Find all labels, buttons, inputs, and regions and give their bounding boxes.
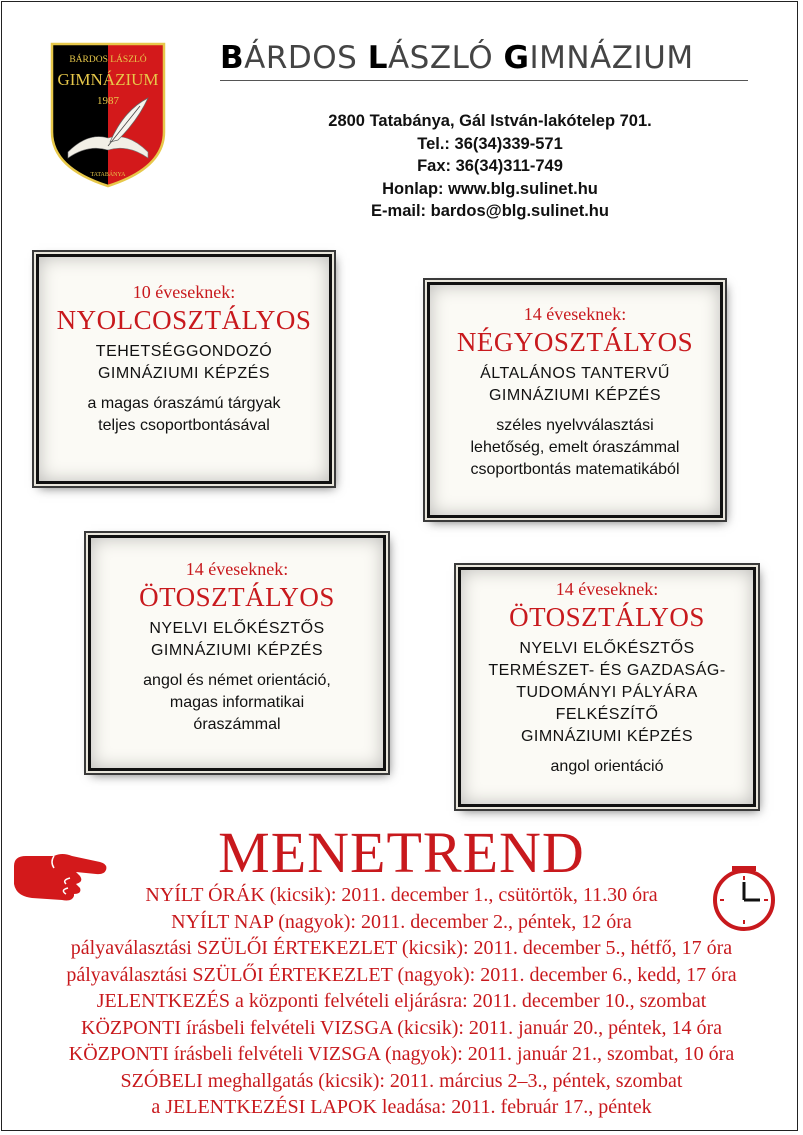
program-line: FELKÉSZÍTŐ [555, 706, 659, 723]
title-underline [220, 80, 748, 81]
schedule-item: KÖZPONTI írásbeli felvételi VIZSGA (nagyok): 2011. január 21., szombat, 10 óra [68, 1043, 735, 1065]
program-details [461, 756, 753, 778]
program-line: TEHETSÉGGONDOZÓ [95, 343, 273, 360]
title-rest: ÁSZLÓ [387, 40, 504, 76]
title-initial: L [367, 40, 388, 76]
program-type: NÉGYOSZTÁLYOS [456, 327, 694, 357]
title-rest: IMNÁZIUM [529, 40, 694, 76]
program-card-five-year-science [458, 567, 756, 807]
schedule-item: KÖZPONTI írásbeli felvételi VIZSGA (kicsik): 2011. január 20., péntek, 14 óra [81, 1016, 722, 1039]
program-type: ÖTOSZTÁLYOS [139, 582, 335, 612]
program-type: ÖTOSZTÁLYOS [509, 602, 705, 632]
program-card-eight-year [36, 254, 332, 484]
schedule-title: MENETREND [218, 820, 585, 885]
program-line: TUDOMÁNYI PÁLYÁRA [516, 684, 698, 701]
title-rest: ÁRDOS [244, 40, 368, 76]
crest-top-text: BÁRDOS LÁSZLÓ [69, 55, 147, 65]
program-description [39, 341, 329, 385]
email-link[interactable]: E-mail: bardos@blg.sulinet.hu [371, 202, 609, 220]
school-crest-logo [48, 40, 168, 188]
detail-line: lehetőség, emelt óraszámmal [470, 439, 680, 456]
program-line: GIMNÁZIUMI KÉPZÉS [97, 365, 271, 382]
program-age: 14 éveseknek: [523, 304, 627, 324]
schedule-item: pályaválasztási SZÜLŐI ÉRTEKEZLET (kicsik): 2011. december 5., hétfő, 17 óra [70, 937, 733, 959]
detail-line: széles nyelvválasztási [496, 417, 654, 434]
schedule-item: JELENTKEZÉS a központi felvételi eljárásra: 2011. december 10., szombat [96, 990, 707, 1012]
program-card-four-year [427, 282, 723, 518]
program-card-five-year-languages [88, 535, 386, 771]
detail-line: teljes csoportbontásával [98, 417, 270, 434]
program-line: TERMÉSZET- ÉS GAZDASÁG- [488, 662, 726, 679]
program-line: GIMNÁZIUMI KÉPZÉS [150, 642, 324, 659]
school-title [220, 40, 760, 76]
program-line: GIMNÁZIUMI KÉPZÉS [488, 387, 662, 404]
program-line: GIMNÁZIUMI KÉPZÉS [520, 728, 694, 745]
detail-line: óraszámmal [193, 716, 281, 733]
program-description [430, 363, 720, 407]
crest-city: TATABÁNYA [90, 172, 126, 178]
program-description [91, 618, 383, 662]
schedule-item: pályaválasztási SZÜLŐI ÉRTEKEZLET (nagyok): 2011. december 6., kedd, 17 óra [66, 963, 737, 986]
schedule-list [20, 882, 783, 1121]
phone: Tel.: 36(34)339-571 [417, 134, 563, 153]
program-details [430, 415, 720, 481]
program-age: 14 éveseknek: [555, 579, 659, 599]
program-type: NYOLCOSZTÁLYOS [56, 305, 312, 335]
crest-year: 1987 [97, 95, 119, 107]
program-line: ÁLTALÁNOS TANTERVŰ [480, 365, 670, 382]
title-initial: B [220, 40, 245, 76]
program-description [461, 638, 753, 748]
contact-block [260, 110, 720, 223]
program-line: NYELVI ELŐKÉSZTŐS [519, 640, 695, 657]
program-age: 14 éveseknek: [185, 559, 289, 579]
program-line: NYELVI ELŐKÉSZTŐS [149, 620, 325, 637]
website-link[interactable]: Honlap: www.blg.sulinet.hu [382, 179, 598, 198]
program-details [39, 393, 329, 437]
title-initial: G [503, 40, 530, 76]
crest-name: GIMNÁZIUM [57, 70, 159, 89]
detail-line: magas informatikai [169, 694, 305, 711]
program-details [91, 670, 383, 736]
schedule-item: NYÍLT NAP (nagyok): 2011. december 2., péntek, 12 óra [171, 910, 632, 933]
program-age: 10 éveseknek: [132, 282, 236, 302]
schedule-item: SZÓBELI meghallgatás (kicsik): 2011. március 2–3., péntek, szombat [120, 1069, 683, 1092]
detail-line: angol és német orientáció, [143, 672, 331, 689]
schedule-item: a JELENTKEZÉSI LAPOK leadása: 2011. február 17., péntek [151, 1096, 652, 1118]
detail-line: a magas óraszámú tárgyak [87, 395, 281, 412]
detail-line: angol orientáció [550, 758, 664, 775]
schedule-item: NYÍLT ÓRÁK (kicsik): 2011. december 1., csütörtök, 11.30 óra [145, 884, 658, 906]
address: 2800 Tatabánya, Gál István-lakótelep 701. [328, 112, 652, 130]
fax: Fax: 36(34)311-749 [417, 157, 563, 175]
detail-line: csoportbontás matematikából [470, 461, 680, 478]
